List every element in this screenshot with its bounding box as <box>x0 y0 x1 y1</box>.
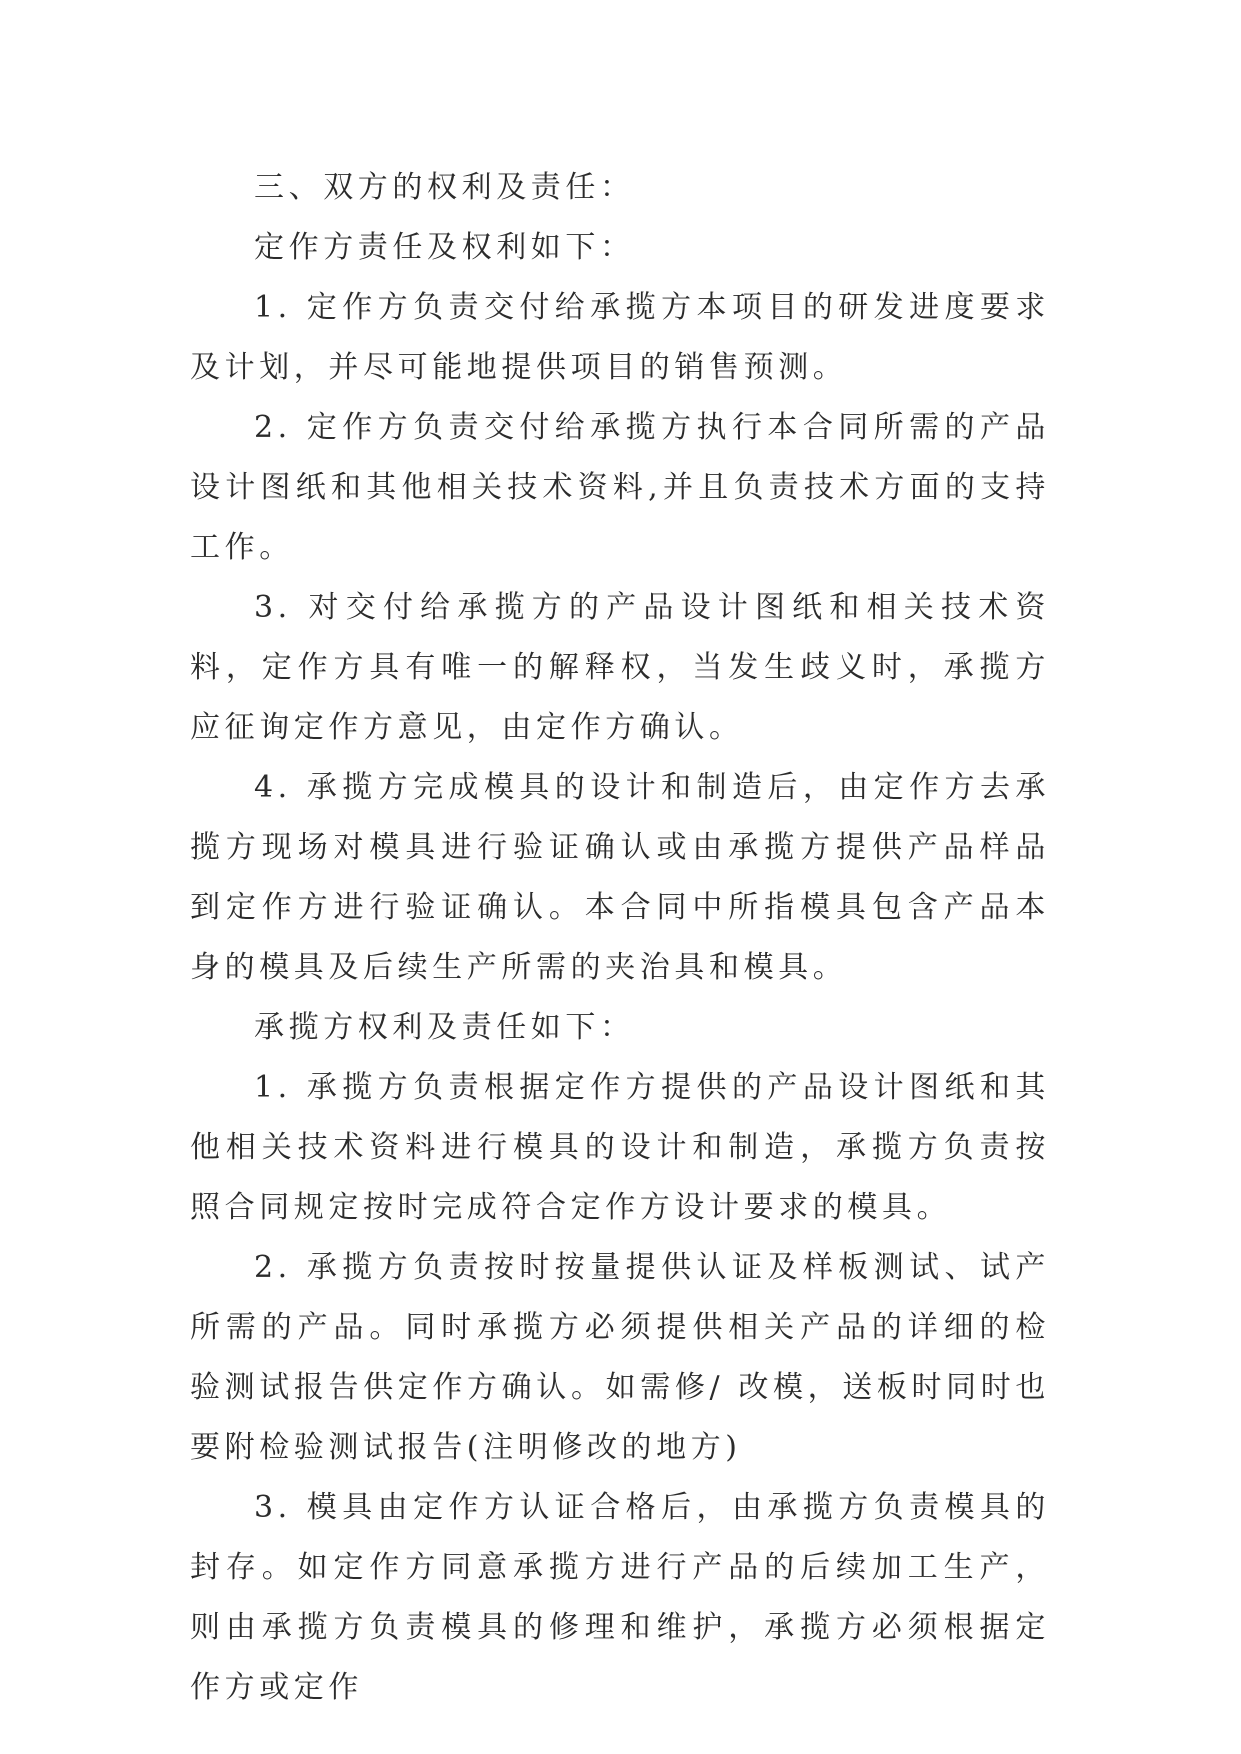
section-heading: 三、双方的权利及责任： <box>254 170 635 205</box>
subsection-heading-contractor: 承揽方权利及责任如下： <box>254 1010 635 1045</box>
clause-client-4: 4. 承揽方完成模具的设计和制造后，由定作方去承揽方现场对模具进行验证确认或由承揽方提供产品样品到定作方进行验证确认。本合同中所指模具包含产品本身的模具及后续生产所需的夹治具和模具。 <box>190 770 1050 985</box>
clause-contractor-1: 1. 承揽方负责根据定作方提供的产品设计图纸和其他相关技术资料进行模具的设计和制造，承揽方负责按照合同规定按时完成符合定作方设计要求的模具。 <box>190 1070 1050 1225</box>
document-body <box>190 158 1050 1718</box>
clause-contractor-2: 2. 承揽方负责按时按量提供认证及样板测试、试产所需的产品。同时承揽方必须提供相关产品的详细的检验测试报告供定作方确认。如需修/ 改模，送板时同时也要附检验测试报告(注明修改的地方) <box>190 1250 1050 1465</box>
clause-client-1: 1. 定作方负责交付给承揽方本项目的研发进度要求及计划，并尽可能地提供项目的销售预测。 <box>190 290 1050 385</box>
clause-client-3: 3. 对交付给承揽方的产品设计图纸和相关技术资料，定作方具有唯一的解释权，当发生歧义时，承揽方应征询定作方意见，由定作方确认。 <box>190 590 1050 745</box>
subsection-heading-client: 定作方责任及权利如下： <box>254 230 635 265</box>
clause-client-2: 2. 定作方负责交付给承揽方执行本合同所需的产品设计图纸和其他相关技术资料,并且负责技术方面的支持工作。 <box>190 410 1050 565</box>
clause-contractor-3: 3. 模具由定作方认证合格后，由承揽方负责模具的封存。如定作方同意承揽方进行产品的后续加工生产，则由承揽方负责模具的修理和维护，承揽方必须根据定作方或定作 <box>190 1490 1050 1705</box>
